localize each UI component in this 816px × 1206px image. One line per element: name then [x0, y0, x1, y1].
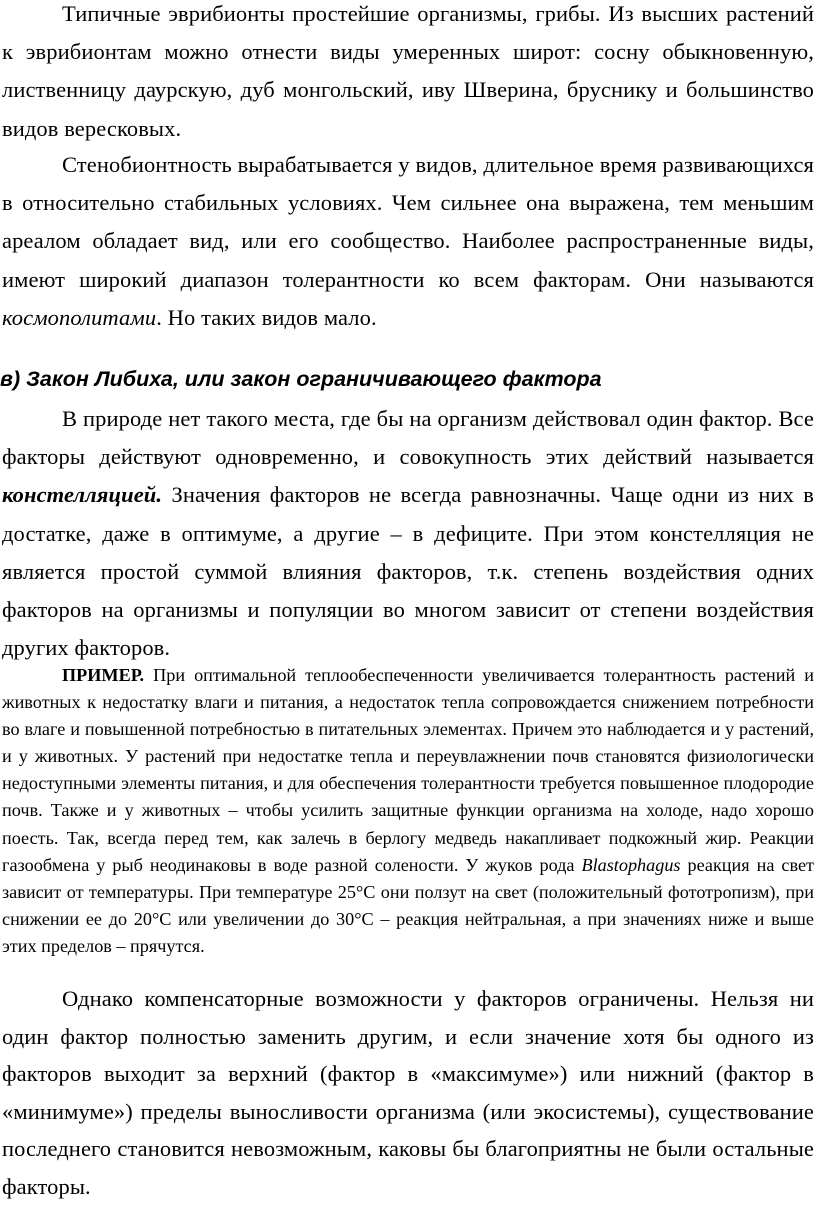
paragraph-constellation-text: В природе нет такого места, где бы на организм действовал один фактор. Все факторы действуют одновременно, и совокупность этих действий называется — [2, 406, 814, 470]
genus-blastophagus: Blastophagus — [581, 854, 681, 875]
paragraph-constellation — [2, 400, 814, 667]
example-block — [2, 662, 814, 960]
paragraph-stenobionts — [2, 146, 814, 337]
paragraph-compensation-limits-text: Однако компенсаторные возможности у факторов ограничены. Нельзя ни один фактор полностью заменить другим, и если значение хотя бы одного из факторов выходит за верхний (фактор в «максимуме») или нижний (фактор в «минимуме») пределы выносливости организма (или экосистемы), существование последнего становится невозможным, каковы бы благоприятны не были остальные факторы. — [2, 986, 814, 1199]
term-cosmopolitans: космополитами — [2, 304, 157, 330]
example-text-end: реакция на свет зависит от температуры. При температуре 25°С они ползут на свет (положительный фототропизм), при снижении ее до 20°С или увеличении до 30°С – реакция нейтральная, а при значениях ниже и выше этих пределов – прячутся. — [2, 854, 814, 956]
paragraph-eurybionts — [2, 0, 814, 148]
example-text: При оптимальной теплообеспеченности увеличивается толерантность растений и животных к недостатку влаги и питания, а недостаток тепла сопровождается снижением потребности во влаге и повышенной потребностью в питательных элементах. Причем это наблюдается и у растений, и у животных. У растений при недостатке тепла и переувлажнении почв становятся физиологически недоступными элементы питания, и для обеспечения толерантности требуется повышенное плодородие почв. Также и у животных – чтобы усилить защитные функции организма на холоде, надо хорошо поесть. Так, всегда перед тем, как залечь в берлогу медведь накапливает подкожный жир. Реакции газообмена у рыб неодинаковы в воде разной солености. У жуков рода — [2, 665, 814, 875]
paragraph-eurybionts-text: Типичные эврибионты простейшие организмы, грибы. Из высших растений к эврибионтам можно отнести виды умеренных широт: сосну обыкновенную, лиственницу даурскую, дуб монгольский, иву Шверина, бруснику и большинство видов вересковых. — [2, 1, 814, 141]
paragraph-constellation-end: Значения факторов не всегда равнозначны. Чаще одни из них в достатке, даже в оптимуме, а другие – в дефиците. При этом констелляция не является простой суммой влияния факторов, т.к. степень воздействия одних факторов на организмы и популяции во многом зависит от степени воздействия других факторов. — [2, 482, 814, 661]
paragraph-compensation-limits — [2, 980, 814, 1206]
term-constellation: констелляцией. — [2, 482, 163, 508]
example-label: ПРИМЕР. — [62, 665, 145, 685]
paragraph-stenobionts-end: . Но таких видов мало. — [156, 304, 377, 330]
section-heading-liebig-law: в) Закон Либиха, или закон ограничивающего фактора — [0, 367, 602, 391]
paragraph-stenobionts-text: Стенобионтность вырабатывается у видов, длительное время развивающихся в относительно стабильных условиях. Чем сильнее она выражена, тем меньшим ареалом обладает вид, или его сообщество. Наиболее распространенные виды, имеют широкий диапазон толерантности ко всем факторам. Они называются — [2, 152, 814, 292]
